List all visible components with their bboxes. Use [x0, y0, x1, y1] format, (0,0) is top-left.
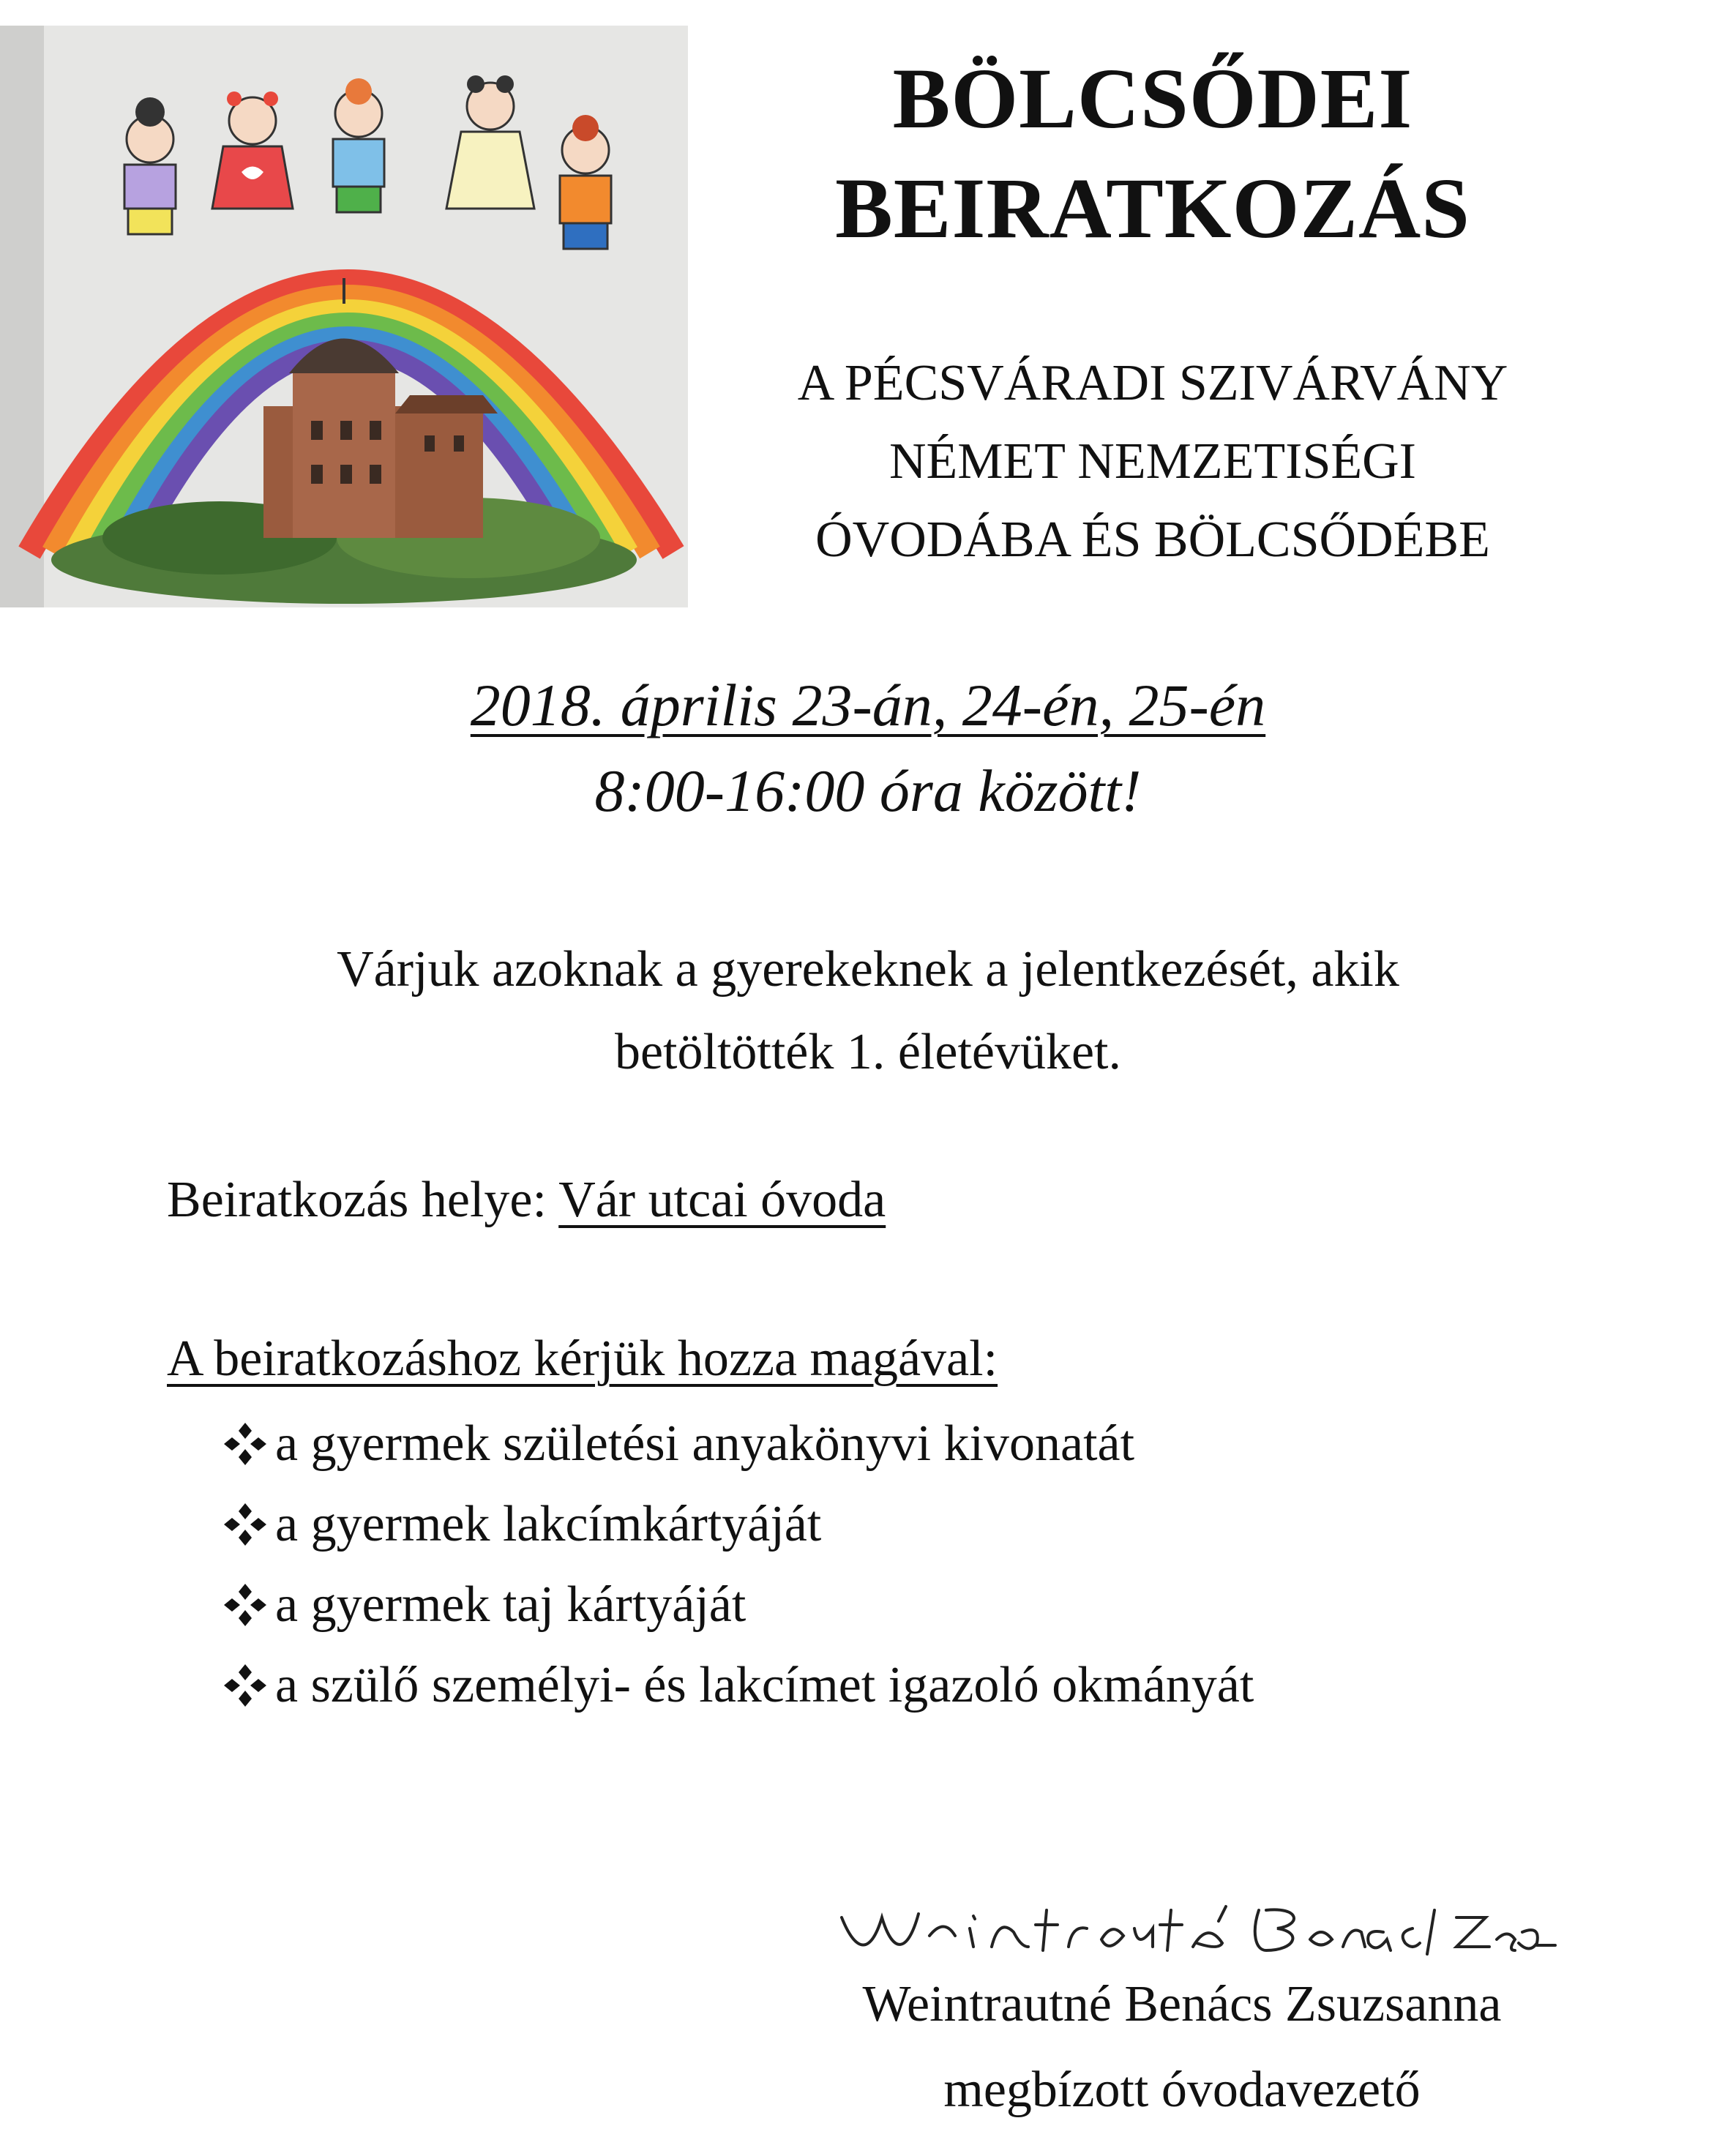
welcome-line-1: Várjuk azoknak a gyerekeknek a jelentkezését, akik	[337, 941, 1399, 998]
institution-line-2: NÉMET NEMZETISÉGI	[889, 433, 1416, 490]
diamond-bullet-icon	[220, 1660, 271, 1711]
schedule-dates: 2018. április 23-án, 24-én, 25-én	[470, 672, 1266, 738]
schedule-hours: 8:00-16:00 óra között!	[594, 757, 1142, 824]
list-item	[220, 1645, 1254, 1726]
list-item	[220, 1484, 1254, 1565]
requirement-text: a szülő személyi- és lakcímet igazoló okmányát	[275, 1657, 1254, 1713]
signer-role: megbízott óvodavezető	[943, 2062, 1421, 2118]
title-line-2: BEIRATKOZÁS	[835, 160, 1470, 256]
place-label: Beiratkozás helye:	[167, 1172, 559, 1228]
institution-name	[703, 344, 1603, 579]
title-block	[732, 44, 1574, 263]
list-item	[220, 1565, 1254, 1645]
diamond-bullet-icon	[220, 1499, 271, 1550]
handwritten-signature	[827, 1888, 1559, 1969]
title-line-1: BÖLCSŐDEI	[892, 50, 1413, 146]
requirement-text: a gyermek taj kártyáját	[275, 1576, 747, 1633]
requirement-text: a gyermek lakcímkártyáját	[275, 1496, 822, 1552]
list-item	[220, 1404, 1254, 1484]
rainbow-children-castle-illustration	[0, 26, 688, 607]
requirements-heading: A beiratkozáshoz kérjük hozza magával:	[167, 1331, 998, 1387]
diamond-bullet-icon	[220, 1579, 271, 1631]
welcome-text	[190, 928, 1546, 1093]
requirement-text: a gyermek születési anyakönyvi kivonatát	[275, 1415, 1135, 1472]
enrollment-place	[167, 1167, 886, 1233]
requirements-list	[220, 1404, 1254, 1726]
schedule-block	[220, 662, 1516, 834]
place-value: Vár utcai óvoda	[558, 1172, 886, 1228]
welcome-line-2: betöltötték 1. életévüket.	[614, 1024, 1121, 1080]
signer-name: Weintrautné Benács Zsuzsanna	[862, 1976, 1502, 2032]
diamond-bullet-icon	[220, 1418, 271, 1470]
institution-line-3: ÓVODÁBA ÉS BÖLCSŐDÉBE	[815, 512, 1490, 568]
institution-line-1: A PÉCSVÁRADI SZIVÁRVÁNY	[797, 355, 1508, 411]
signer-block	[761, 1961, 1603, 2133]
